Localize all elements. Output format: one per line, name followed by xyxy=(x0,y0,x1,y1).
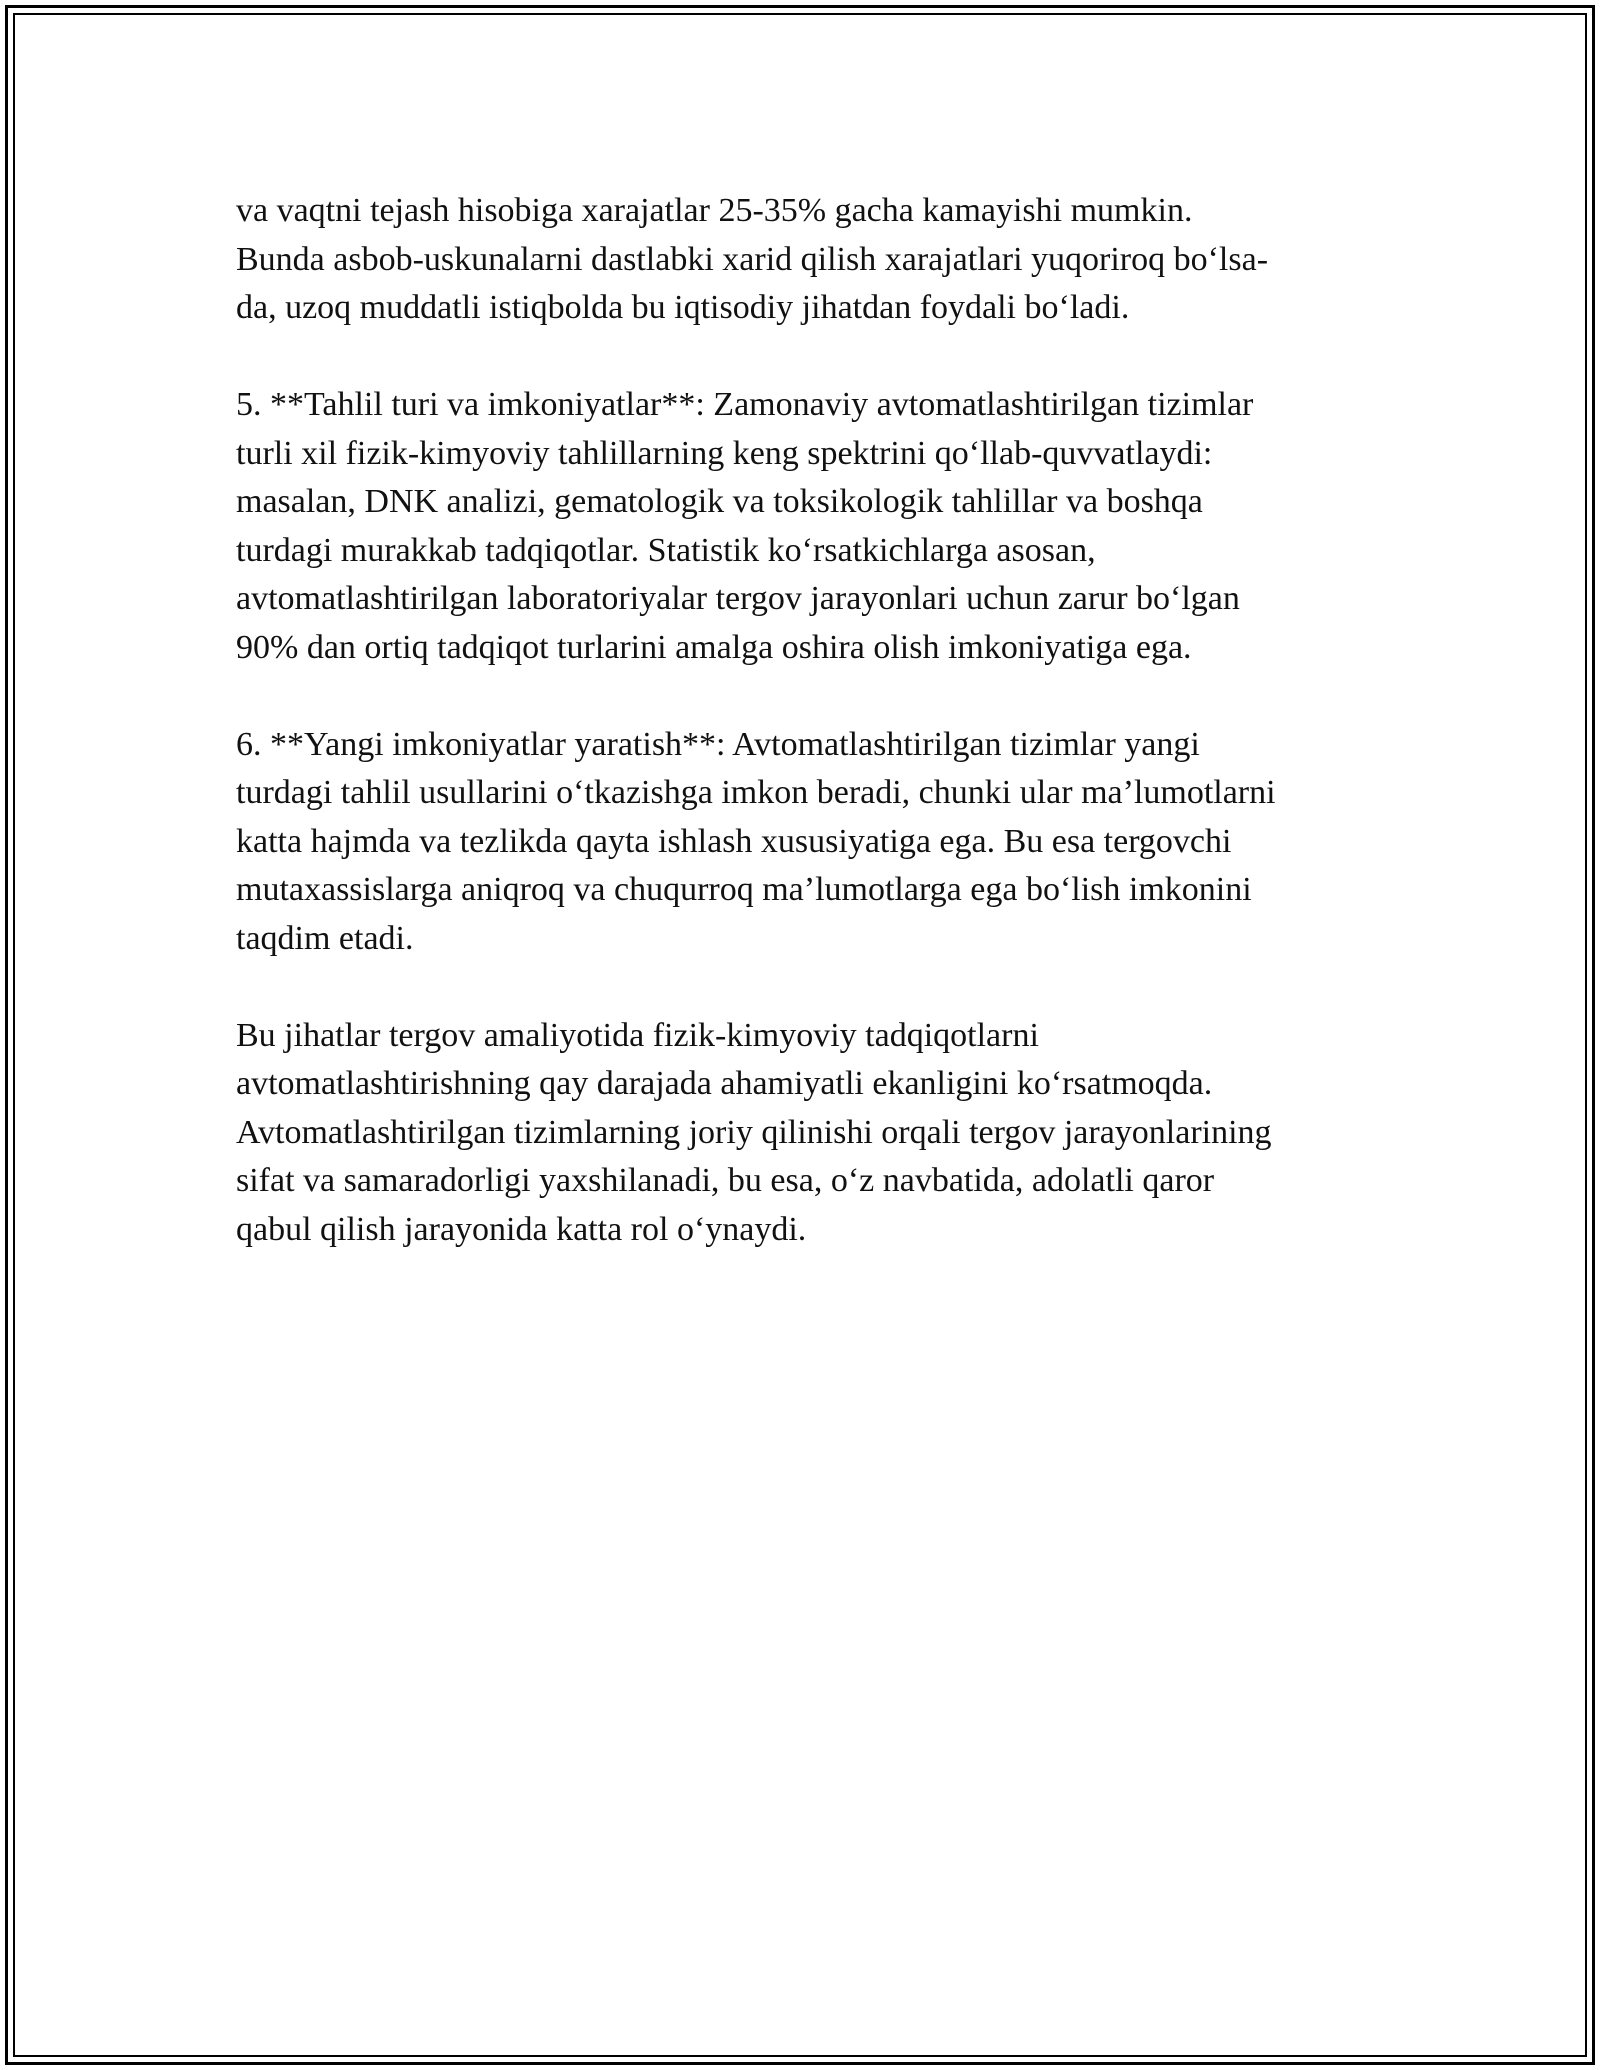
text-line: taqdim etadi. xyxy=(236,919,414,957)
text-line: sifat va samaradorligi yaxshilanadi, bu esa, o‘z navbatida, adolatli qaror xyxy=(236,1162,1215,1199)
text-line: Bu jihatlar tergov amaliyotida fizik-kimyoviy tadqiqotlarni xyxy=(236,1016,1039,1054)
text-line: da, uzoq muddatli istiqbolda bu iqtisodiy jihatdan foydali bo‘ladi. xyxy=(236,289,1130,326)
paragraph-conclusion xyxy=(236,1012,1386,1255)
text-line: mutaxassislarga aniqroq va chuqurroq ma’lumotlarga ega bo‘lish imkonini xyxy=(236,871,1252,908)
text-line: Bunda asbob-uskunalarni dastlabki xarid qilish xarajatlari yuqoriroq bo‘lsa- xyxy=(236,240,1269,278)
text-line: va vaqtni tejash hisobiga xarajatlar 25-35% gacha kamayishi mumkin. xyxy=(236,192,1193,229)
text-line: masalan, DNK analizi, gematologik va toksikologik tahlillar va boshqa xyxy=(236,483,1203,520)
text-line: katta hajmda va tezlikda qayta ishlash xususiyatiga ega. Bu esa tergovchi xyxy=(236,822,1232,860)
text-line: qabul qilish jarayonida katta rol o‘ynaydi. xyxy=(236,1210,807,1248)
text-line: avtomatlashtirilgan laboratoriyalar tergov jarayonlari uchun zarur bo‘lgan xyxy=(236,580,1240,617)
text-line: Avtomatlashtirilgan tizimlarning joriy qilinishi orqali tergov jarayonlarining xyxy=(236,1113,1272,1151)
text-line: turdagi tahlil usullarini o‘tkazishga imkon beradi, chunki ular ma’lumotlarni xyxy=(236,774,1276,811)
text-line: turdagi murakkab tadqiqotlar. Statistik ko‘rsatkichlarga asosan, xyxy=(236,531,1096,569)
paragraph-new-opportunities xyxy=(236,721,1386,964)
text-line: 5. **Tahlil turi va imkoniyatlar**: Zamonaviy avtomatlashtirilgan tizimlar xyxy=(236,386,1254,423)
text-line: 90% dan ortiq tadqiqot turlarini amalga oshira olish imkoniyatiga ega. xyxy=(236,628,1192,666)
text-line: 6. **Yangi imkoniyatlar yaratish**: Avtomatlashtirilgan tizimlar yangi xyxy=(236,725,1200,763)
paragraph-cost-savings xyxy=(236,187,1386,333)
document-body xyxy=(236,187,1386,1303)
text-line: avtomatlashtirishning qay darajada ahamiyatli ekanligini ko‘rsatmoqda. xyxy=(236,1065,1213,1102)
paragraph-analysis-types xyxy=(236,381,1386,672)
text-line: turli xil fizik-kimyoviy tahlillarning keng spektrini qo‘llab-quvvatlaydi: xyxy=(236,434,1213,472)
